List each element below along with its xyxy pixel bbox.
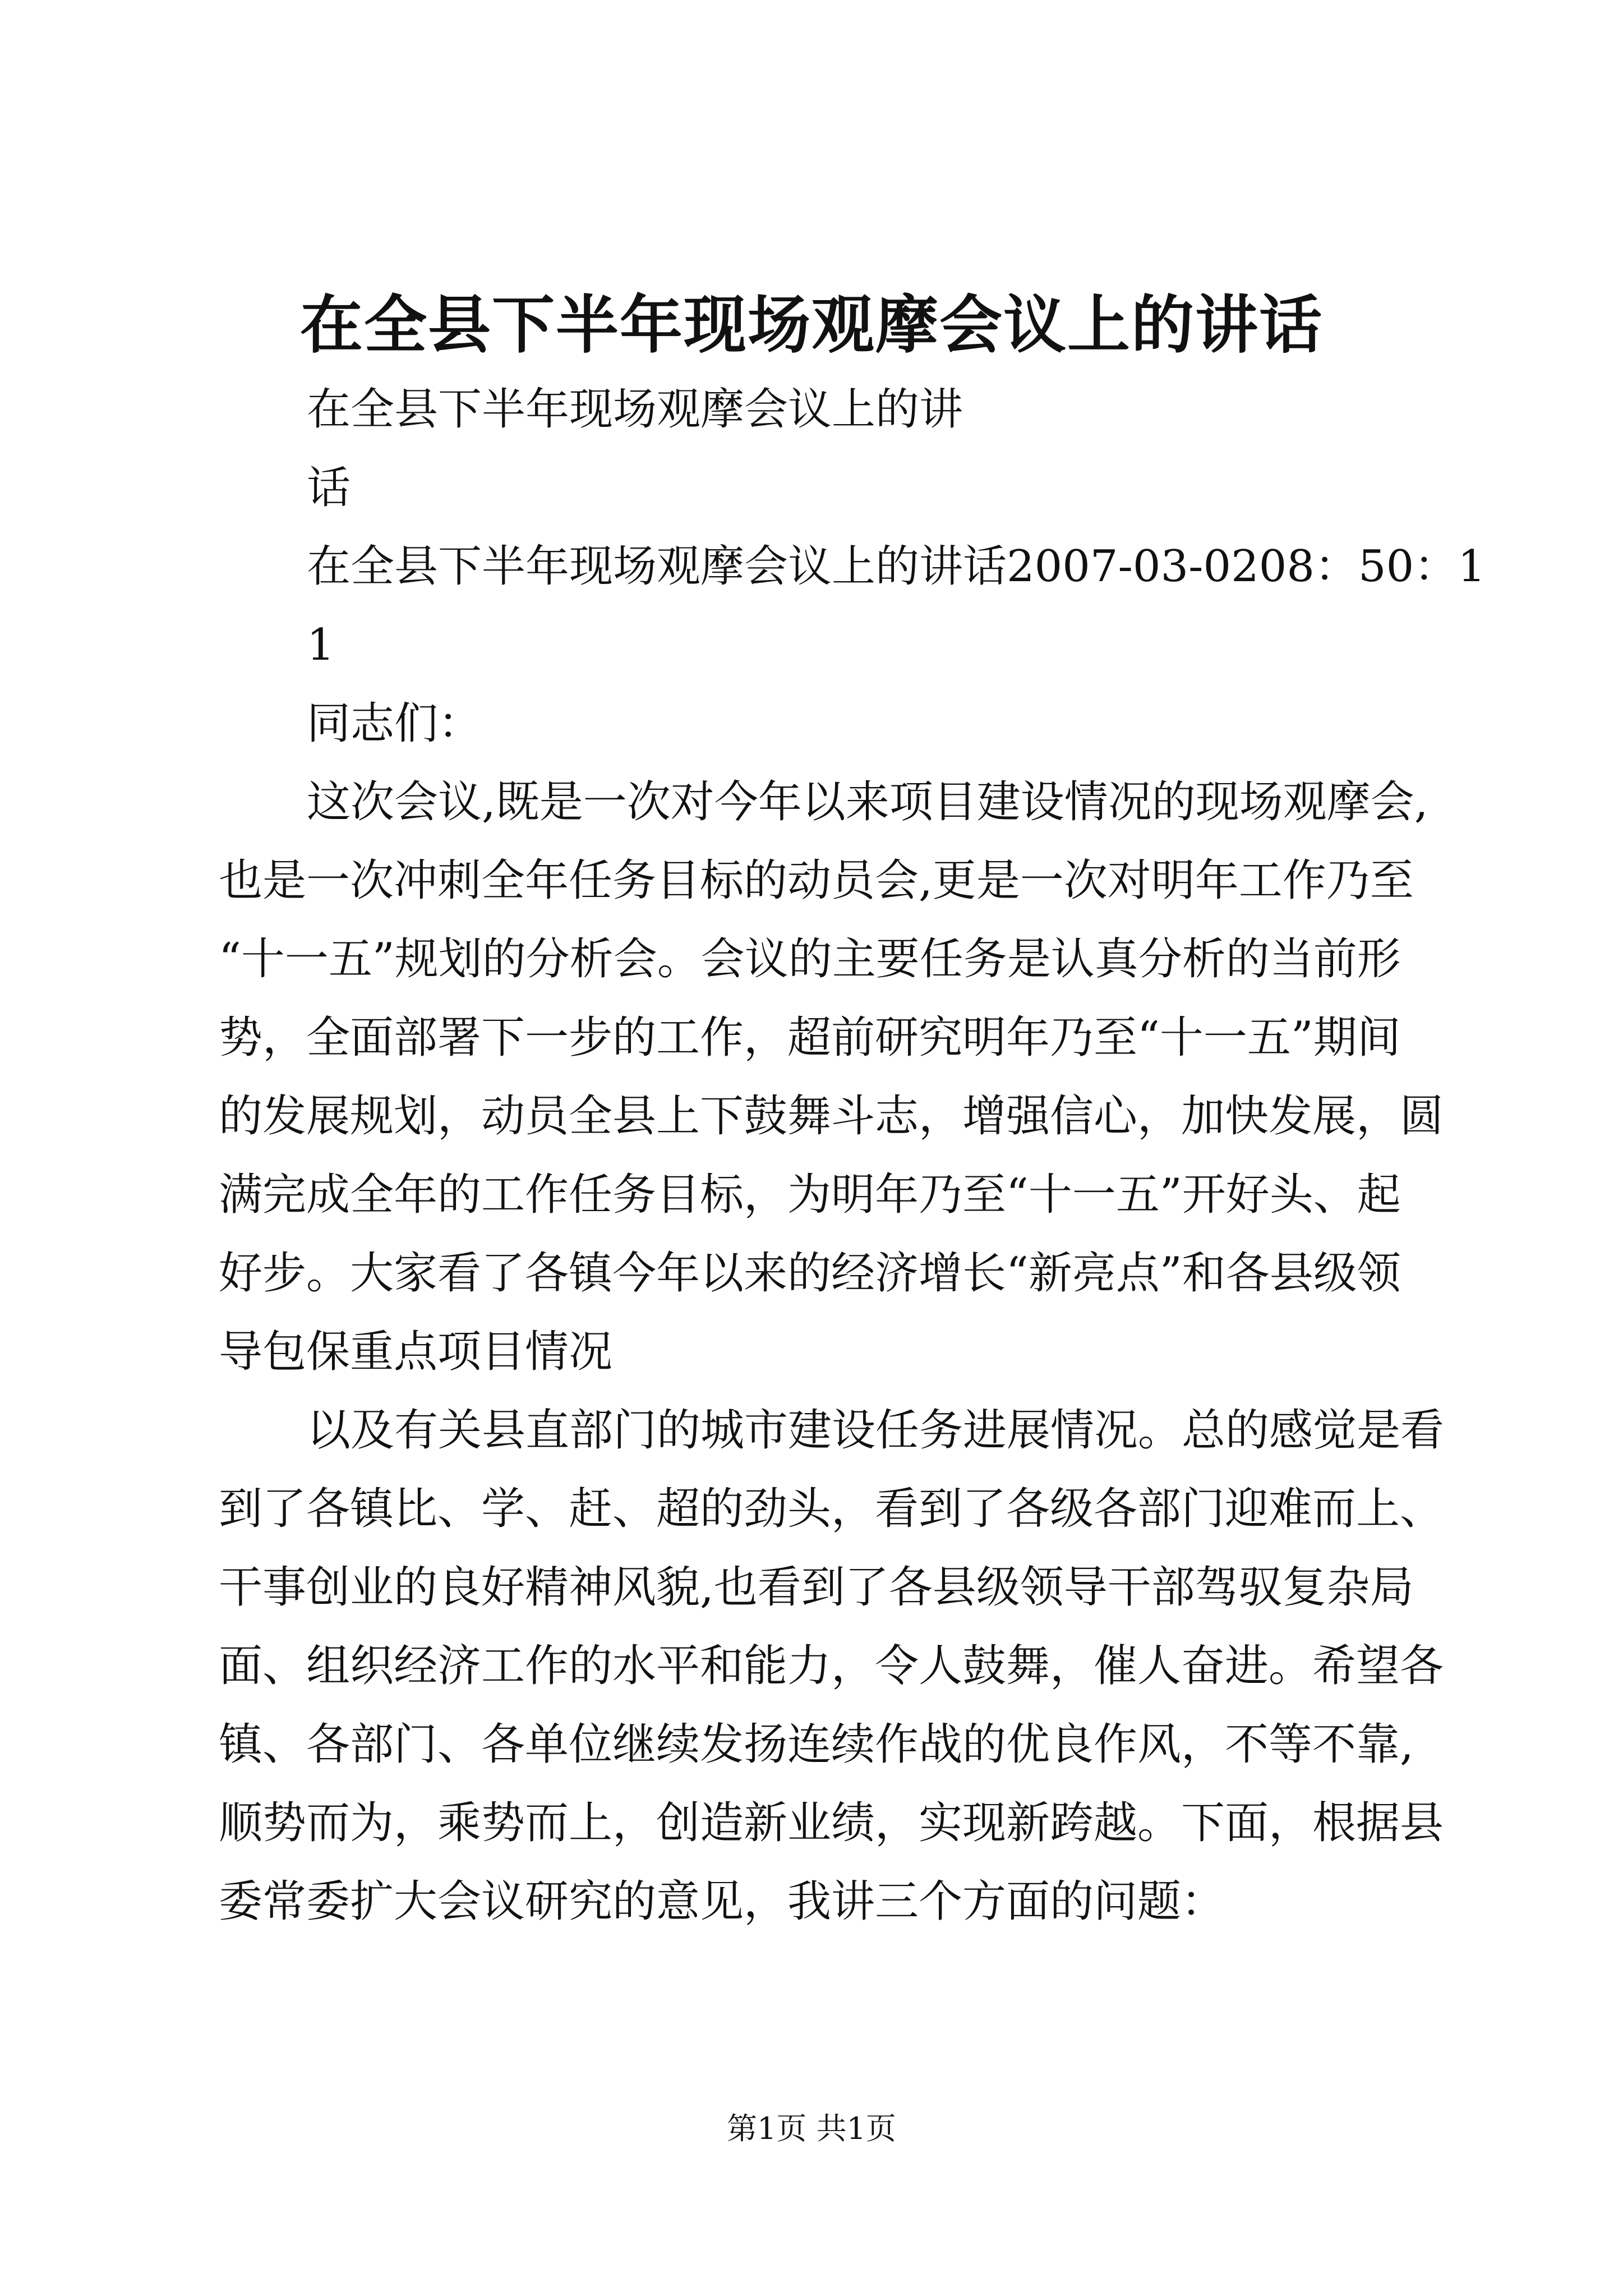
document-title: 在全县下半年现场观摩会议上的讲话 [300, 288, 1323, 362]
text-line: 干事创业的良好精神风貌,也看到了各县级领导干部驾驭复杂局 [219, 1562, 1414, 1613]
text-line: 同志们： [307, 698, 482, 749]
text-line: 1 [307, 620, 335, 670]
text-line: 势，全面部署下一步的工作，超前研究明年乃至“十一五”期间 [219, 1013, 1401, 1063]
text-line: 导包保重点项目情况 [219, 1327, 613, 1377]
text-line: 顺势而为，乘势而上，创造新业绩，实现新跨越。下面，根据县 [219, 1798, 1444, 1848]
text-line: 以及有关县直部门的城市建设任务进展情况。总的感觉是看 [307, 1405, 1445, 1456]
text-line: 也是一次冲刺全年任务目标的动员会,更是一次对明年工作乃至 [219, 855, 1414, 906]
text-line: “十一五”规划的分析会。会议的主要任务是认真分析的当前形 [219, 934, 1401, 984]
text-line: 委常委扩大会议研究的意见，我讲三个方面的问题： [219, 1876, 1225, 1927]
text-line: 这次会议,既是一次对今年以来项目建设情况的现场观摩会, [307, 777, 1428, 827]
text-line: 面、组织经济工作的水平和能力，令人鼓舞，催人奋进。希望各 [219, 1641, 1444, 1691]
text-line: 话 [307, 463, 351, 513]
text-line: 到了各镇比、学、赶、超的劲头，看到了各级各部门迎难而上、 [219, 1484, 1444, 1534]
page-footer: 第1页 共1页 [727, 2111, 896, 2146]
text-line: 的发展规划，动员全县上下鼓舞斗志，增强信心，加快发展，圆 [219, 1091, 1444, 1142]
text-line: 好步。大家看了各镇今年以来的经济增长“新亮点”和各县级领 [219, 1248, 1401, 1299]
text-line: 镇、各部门、各单位继续发扬连续作战的优良作风，不等不靠, [219, 1719, 1414, 1770]
text-line: 在全县下半年现场观摩会议上的讲话2007-03-0208：50：1 [307, 541, 1486, 592]
text-line: 在全县下半年现场观摩会议上的讲 [307, 384, 963, 435]
document-body [219, 370, 1486, 1941]
text-line: 满完成全年的工作任务目标，为明年乃至“十一五”开好头、起 [219, 1170, 1401, 1220]
